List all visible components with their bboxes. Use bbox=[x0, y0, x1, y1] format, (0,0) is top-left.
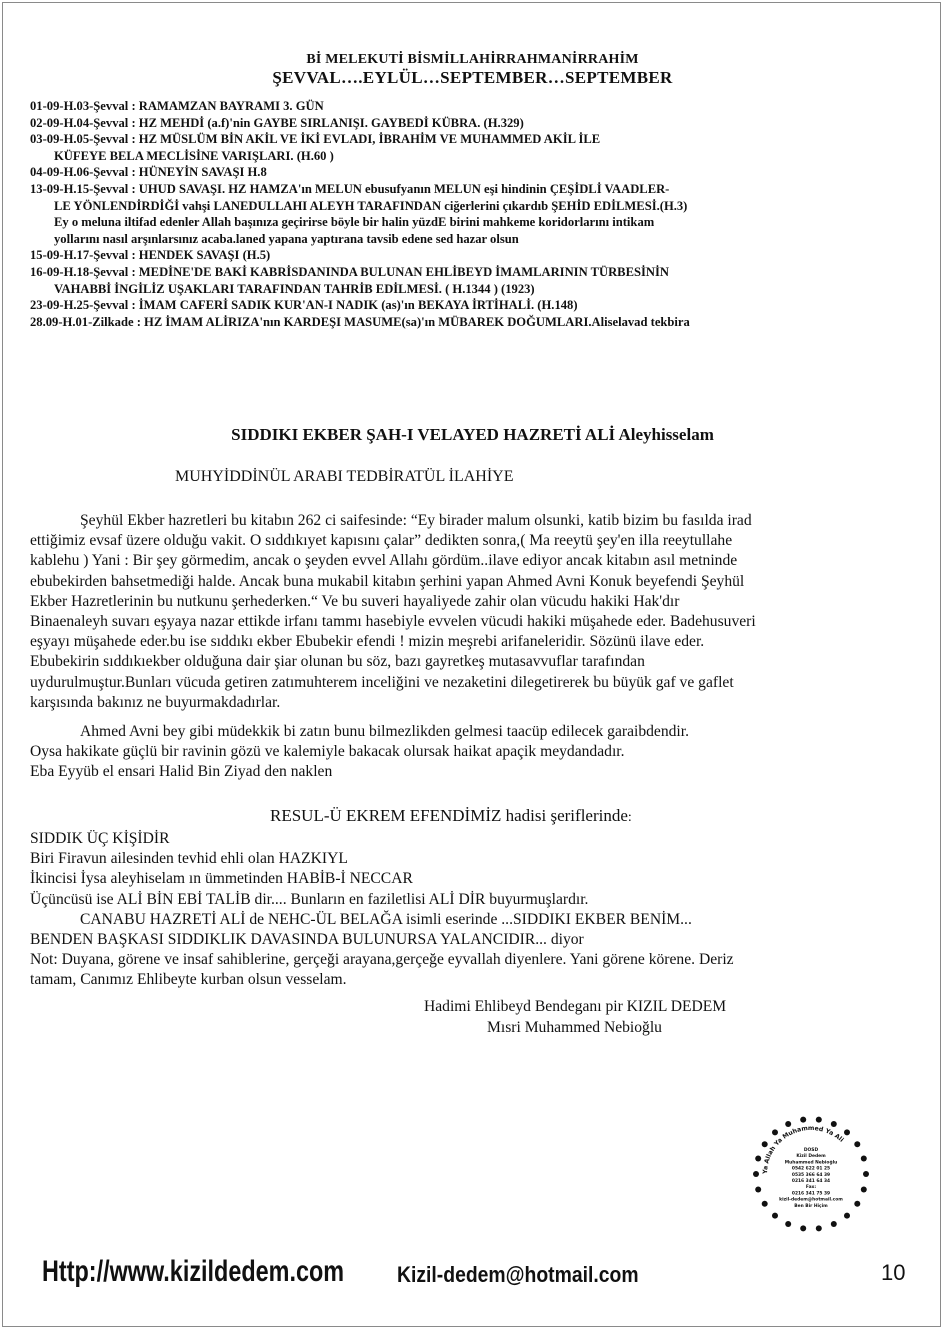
stamp-inner-line: 0535 366 64 39 bbox=[791, 1172, 831, 1178]
event-line: 16-09-H.18-Şevval : MEDİNE'DE BAKİ KABRİSDANINDA BULUNAN EHLİBEYD İMAMLARININ TÜRBESİNİN bbox=[30, 264, 669, 279]
stamp-rosette-dot bbox=[785, 1221, 791, 1227]
paragraph-2 bbox=[30, 722, 910, 783]
stamp-inner-line: Kizil Dedem bbox=[796, 1154, 826, 1160]
stamp-rosette-dot bbox=[844, 1129, 850, 1135]
paragraph-line: ettiğimiz evsaf üzere olduğu vakit. O sıddıkıyet kapısını çalar” dedikten sonra,( Ma reeytü şey'en illa reeytullahe bbox=[30, 532, 733, 550]
stamp-inner-line: Ben Bir Hiçim bbox=[794, 1203, 828, 1209]
event-line: 01-09-H.03-Şevval : RAMAMZAN BAYRAMI 3. GÜN bbox=[30, 99, 324, 113]
paragraph-line: Biri Firavun ailesinden tevhid ehli olan HAZKIYL bbox=[30, 850, 348, 868]
paragraph-line: Oysa hakikate güçlü bir ravinin gözü ve kalemiyle bakacak olursak haikat apaçik meydandadır. bbox=[30, 743, 625, 761]
stamp-rosette-dot bbox=[854, 1141, 860, 1147]
event-line: KÜFEYE BELA MECLİSİNE VARIŞLARI. (H.60 ) bbox=[54, 148, 334, 163]
stamp-rosette-dot bbox=[863, 1171, 869, 1177]
stamp-inner-line: 0542 622 01 25 bbox=[791, 1166, 831, 1172]
paragraph-1 bbox=[30, 511, 910, 713]
event-line: yollarını nasıl arşınlarsınız acaba.laned yapana yaptırana tavsib edene sed hazar olsun bbox=[54, 231, 519, 246]
stamp-rosette-dot bbox=[861, 1187, 867, 1193]
footer-website-link[interactable]: Http://www.kizildedem.com bbox=[42, 1255, 345, 1288]
paragraph-line: CANABU HAZRETİ ALİ de NEHC-ÜL BELAĞA isimli eserinde ...SIDDIKI EKBER BENİM... bbox=[80, 910, 692, 928]
stamp-inner-line: Fax: bbox=[805, 1185, 817, 1191]
paragraph-line: kablehu ) Yani : Bir şey görmedim, ancak o şeyden evvel Allahı gördüm..ilave ediyor ancak kitabın asıl metninde bbox=[30, 552, 738, 570]
stamp-rosette-dot bbox=[772, 1129, 778, 1135]
stamp-rosette-dot bbox=[800, 1225, 806, 1231]
paragraph-line: Binaenaleyh suvarı eşyaya nazar ettikde irfanı tammı hasebiyle evvelen vücudi hakiki müşahede eder. Badehusuveri bbox=[30, 613, 756, 631]
hadis-heading-colon: : bbox=[627, 810, 632, 825]
stamp-rosette-dot bbox=[831, 1121, 837, 1127]
footer-email-link[interactable]: Kizil-dedem@hotmail.com bbox=[397, 1262, 639, 1287]
paragraph-line: BENDEN BAŞKASI SIDDIKLIK DAVASINDA BULUNURSA YALANCIDIR... diyor bbox=[30, 931, 584, 949]
event-line: 15-09-H.17-Şevval : HENDEK SAVAŞI (H.5) bbox=[30, 248, 271, 263]
paragraph-line: uydurulmuştur.Bunları vücuda getiren zatımuhterem inceliğini ve nezaketini dilegetirerek bu büyük gaf ve gaflet bbox=[30, 673, 734, 691]
article-title: SIDDIKI EKBER ŞAH-I VELAYED HAZRETİ ALİ Aleyhisselam bbox=[231, 425, 714, 444]
header-month: ŞEVVAL….EYLÜL…SEPTEMBER…SEPTEMBER bbox=[272, 68, 673, 87]
paragraph-line: Ahmed Avni bey gibi müdekkik bi zatın bunu bilmezlikden gelmesi taacüp edilecek garaibdendir. bbox=[80, 723, 690, 740]
paragraph-line: Şeyhül Ekber hazretleri bu kitabın 262 ci saifesinde: “Ey birader malum olsunki, katib bizim bu fasılda irad bbox=[80, 512, 752, 529]
stamp-rosette-dot bbox=[831, 1221, 837, 1227]
stamp-rosette-dot bbox=[772, 1213, 778, 1219]
signature-line-2: Mısri Muhammed Nebioğlu bbox=[487, 1019, 662, 1036]
paragraph-line: ebubekirden bahsetmediği halde. Ancak buna mukabil kitabın şerhini yapan Ahmed Avni Konuk beyefendi Şeyhül bbox=[30, 572, 745, 590]
page-number: 10 bbox=[881, 1260, 906, 1285]
header-basmala: Bİ MELEKUTİ BİSMİLLAHİRRAHMANİRRAHİM bbox=[306, 52, 639, 67]
event-line: VAHABBİ İNGİLİZ UŞAKLARI TARAFINDAN TAHRİB EDİLMESİ. ( H.1344 ) (1923) bbox=[54, 281, 535, 296]
paragraph-line: Ebubekirin sıddıkıekber olduğuna dair şiar olunan bu söz, bazı gayretkeş mutasavvuflar tarafından bbox=[30, 653, 645, 671]
article-subtitle: MUHYİDDİNÜL ARABI TEDBİRATÜL İLAHİYE bbox=[175, 468, 514, 485]
stamp-inner-line: 0216 341 64 34 bbox=[791, 1179, 831, 1184]
stamp-rosette-dot bbox=[854, 1201, 860, 1207]
stamp-rosette-dot bbox=[844, 1213, 850, 1219]
event-line: Ey o meluna iltifad edenler Allah başınıza geçirirse böyle bir halin yüzdE birini mahkeme koridorlarını intikam bbox=[54, 215, 655, 230]
stamp-inner-line: Muhammed Nebioğlu bbox=[784, 1160, 838, 1166]
stamp-inner-line: DOSD bbox=[803, 1148, 819, 1153]
paragraph-line: tamam, Canımız Ehlibeyte kurban olsun vesselam. bbox=[30, 971, 347, 989]
event-line: 03-09-H.05-Şevval : HZ MÜSLÜM BİN AKİL VE İKİ EVLADI, İBRAHİM VE MUHAMMED AKİL İLE bbox=[30, 132, 601, 147]
stamp-rosette-dot bbox=[816, 1225, 822, 1231]
stamp-rosette-dot bbox=[762, 1141, 768, 1147]
paragraph-3 bbox=[30, 829, 910, 991]
stamp-seal-icon bbox=[752, 1115, 870, 1233]
stamp-inner-line: 0216 341 75 39 bbox=[791, 1191, 831, 1197]
event-line: LE YÖNLENDİRDİĞİ vahşi LANEDULLAHI ALEYH TARAFINDAN ciğerlerini çıkardıb ŞEHİD EDİLMESİ.(H.3) bbox=[54, 198, 688, 213]
events-list bbox=[30, 98, 930, 330]
stamp-rosette-dot bbox=[762, 1201, 768, 1207]
event-line: 23-09-H.25-Şevval : İMAM CAFERİ SADIK KUR'AN-I NADIK (as)'ın BEKAYA İRTİHALİ. (H.148) bbox=[30, 298, 578, 313]
stamp-rosette-dot bbox=[755, 1156, 761, 1162]
stamp-inner-line: kizil-dedem@hotmail.com bbox=[779, 1197, 843, 1203]
hadis-heading-text: RESUL-Ü EKREM EFENDİMİZ hadisi şeriflerinde bbox=[270, 806, 628, 825]
stamp-rosette-dot bbox=[816, 1117, 822, 1123]
event-line: 13-09-H.15-Şevval : UHUD SAVAŞI. HZ HAMZA'ın MELUN ebusufyanın MELUN eşi hindinin ÇEŞİDLİ VAADLER- bbox=[30, 181, 670, 196]
event-line: 04-09-H.06-Şevval : HÜNEYİN SAVAŞI H.8 bbox=[30, 165, 267, 180]
event-line: 02-09-H.04-Şevval : HZ MEHDİ (a.f)'nin GAYBE SIRLANIŞI. GAYBEDİ KÜBRA. (H.329) bbox=[30, 115, 524, 130]
stamp-ring-text: Ya Allah Ya Muhammed Ya Ali bbox=[761, 1124, 845, 1175]
stamp-rosette-dot bbox=[861, 1156, 867, 1162]
paragraph-line: karşısında bakınız ne buyurmakdadırlar. bbox=[30, 693, 281, 711]
stamp-rosette-dot bbox=[785, 1121, 791, 1127]
paragraph-line: Üçüncüsü ise ALİ BİN EBİ TALİB dir.... Bunların en faziletlisi ALİ DİR buyurmuşlardır. bbox=[30, 890, 589, 908]
event-line: 28.09-H.01-Zilkade : HZ İMAM ALİRIZA'nın KARDEŞI MASUME(sa)'ın MÜBAREK DOĞUMLARI.Aliselavad tekbira bbox=[30, 314, 690, 329]
stamp-rosette-dot bbox=[755, 1187, 761, 1193]
paragraph-line: İkincisi İysa aleyhiselam ın ümmetinden HABİB-İ NECCAR bbox=[30, 870, 413, 888]
paragraph-line: Eba Eyyüb el ensari Halid Bin Ziyad den naklen bbox=[30, 763, 333, 781]
paragraph-line: Not: Duyana, görene ve insaf sahiblerine, gerçeği arayana,gerçeğe eyvallah diyenlere. Yani görene körene. Deriz bbox=[30, 951, 734, 969]
stamp-rosette-dot bbox=[800, 1117, 806, 1123]
signature-line-1: Hadimi Ehlibeyd Bendeganı pir KIZIL DEDEM bbox=[424, 998, 727, 1015]
stamp-rosette-dot bbox=[753, 1171, 759, 1177]
hadis-heading bbox=[270, 806, 632, 826]
paragraph-line: Ekber Hazretlerinin bu nutkunu şerhederken.“ Ve bu suveri hayaliyede zahir olan vücudu hakiki Hak'dır bbox=[30, 592, 680, 610]
paragraph-line: SIDDIK ÜÇ KİŞİDİR bbox=[30, 830, 170, 847]
paragraph-line: eşyayı müşahede eder.bu ise sıddıkı ekber Ebubekir efendi ! mizin meşrebi arifaneleridir. Sözünü ilave eder. bbox=[30, 633, 705, 651]
